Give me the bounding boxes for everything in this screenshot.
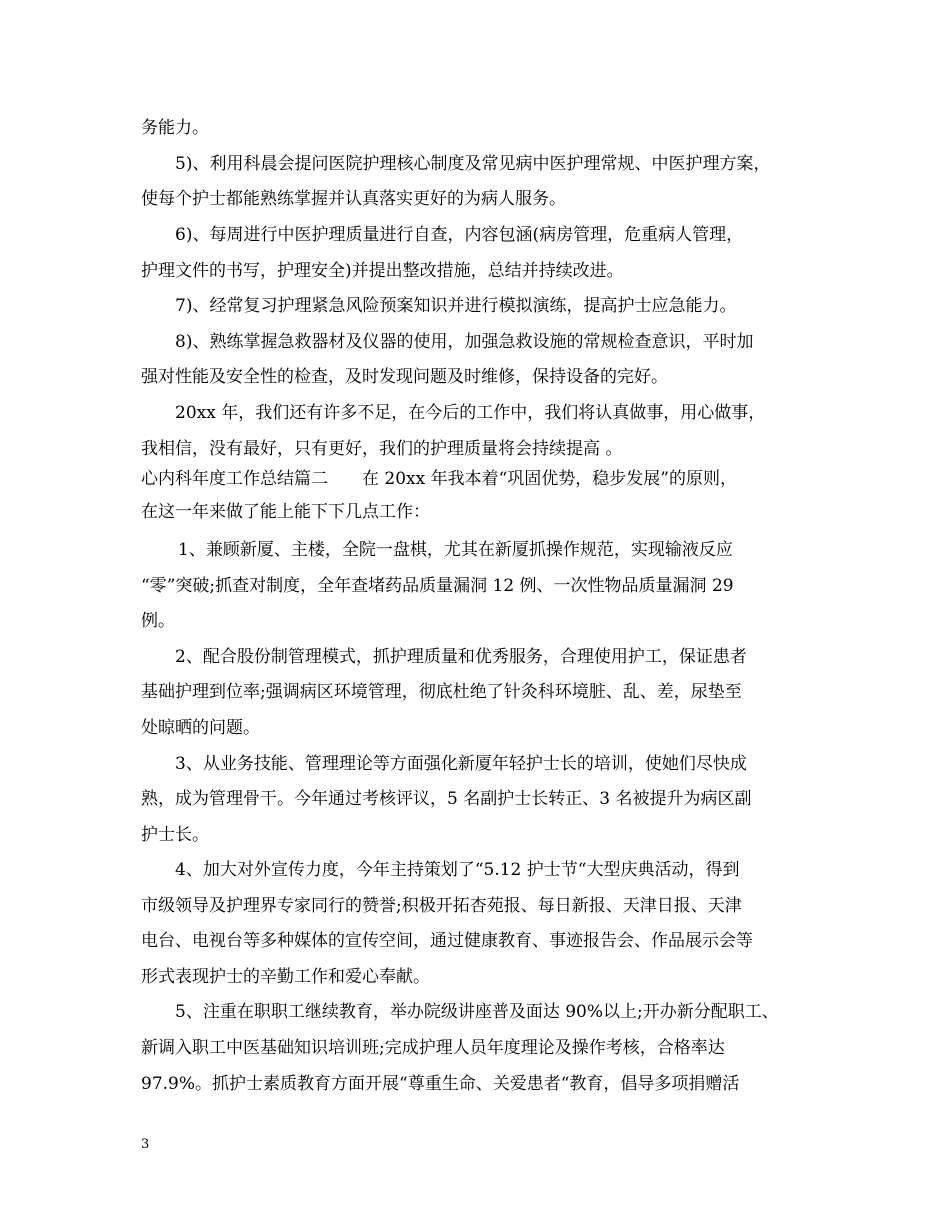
- text-line: 8)、熟练掌握急救器材及仪器的使用，加强急救设施的常规检查意识，平时加: [175, 332, 754, 352]
- text-line: 基础护理到位率;强调病区环境管理，彻底杜绝了针灸科环境脏、乱、差，尿垫至: [141, 682, 742, 702]
- text-line: 4、加大对外宣传力度，今年主持策划了“5.12 护士节“大型庆典活动，得到: [175, 860, 740, 880]
- text-line: 电台、电视台等多种媒体的宣传空间，通过健康教育、事迹报告会、作品展示会等: [141, 931, 753, 951]
- text-line: 6)、每周进行中医护理质量进行自查，内容包涵(病房管理，危重病人管理，: [175, 225, 744, 245]
- section-heading: 心内科年度工作总结篇二 在 20xx 年我本着“巩固优势，稳步发展”的原则，: [141, 469, 737, 489]
- text-line: 5、注重在职职工继续教育，举办院级讲座普及面达 90%以上;开办新分配职工、: [175, 1002, 779, 1022]
- text-line: 20xx 年，我们还有许多不足，在今后的工作中，我们将认真做事，用心做事，: [175, 403, 766, 423]
- text-line: 在这一年来做了能上能下下几点工作：: [141, 502, 430, 522]
- text-line: 7)、经常复习护理紧急风险预案知识并进行模拟演练，提高护士应急能力。: [175, 296, 737, 316]
- text-line: 市级领导及护理界专家同行的赞誉;积极开拓杏苑报、每日新报、天津日报、天津: [141, 896, 742, 916]
- text-line: 熟，成为管理骨干。今年通过考核评议，5 名副护士长转正、3 名被提升为病区副: [141, 789, 752, 809]
- text-line: 3、从业务技能、管理理论等方面强化新厦年轻护士长的培训，使她们尽快成: [175, 754, 747, 774]
- text-line: 护理文件的书写，护理安全)并提出整改措施，总结并持续改进。: [141, 261, 624, 281]
- text-line: 例。: [141, 611, 175, 631]
- text-line: 97.9%。抓护士素质教育方面开展“尊重生命、关爱患者“教育，倡导多项捐赠活: [141, 1074, 740, 1094]
- text-line: “零”突破;抓查对制度，全年查堵药品质量漏洞 12 例、一次性物品质量漏洞 29: [141, 576, 734, 596]
- text-line: 1、兼顾新厦、主楼，全院一盘棋，尤其在新厦抓操作规范，实现输液反应: [178, 540, 733, 560]
- page-number: 3: [141, 1137, 150, 1152]
- text-line: 形式表现护士的辛勤工作和爱心奉献。: [141, 967, 430, 987]
- text-line: 强对性能及安全性的检查，及时发现问题及时维修，保持设备的完好。: [141, 367, 668, 387]
- text-line: 护士长。: [141, 825, 209, 845]
- text-line: 5)、利用科晨会提问医院护理核心制度及常见病中医护理常规、中医护理方案，: [175, 154, 771, 174]
- text-line: 我相信，没有最好，只有更好，我们的护理质量将会持续提高 。: [141, 439, 623, 459]
- text-line: 使每个护士都能熟练掌握并认真落实更好的为病人服务。: [141, 189, 566, 209]
- text-line: 处晾晒的问题。: [141, 718, 260, 738]
- text-line: 新调入职工中医基础知识培训班;完成护理人员年度理论及操作考核，合格率达: [141, 1038, 725, 1058]
- text-line: 务能力。: [141, 118, 209, 138]
- text-line: 2、配合股份制管理模式，抓护理质量和优秀服务，合理使用护工，保证患者: [175, 647, 747, 667]
